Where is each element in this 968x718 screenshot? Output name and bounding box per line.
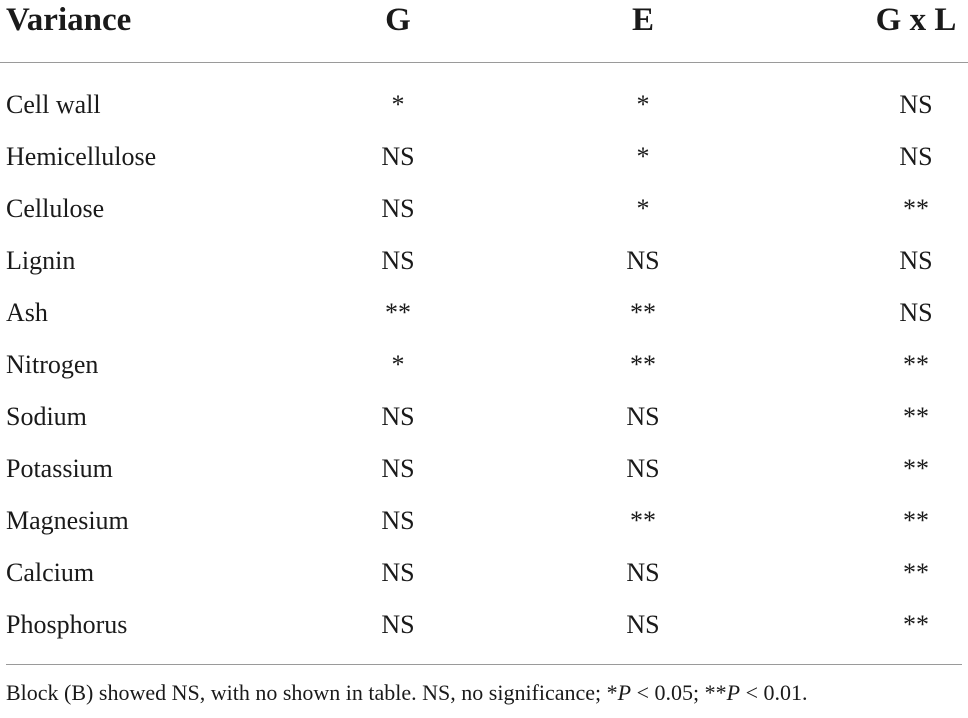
cell-g: NS: [381, 194, 415, 223]
cell-e: NS: [626, 558, 660, 587]
header-g: G: [385, 2, 411, 38]
cell-g: NS: [381, 506, 415, 535]
cell-g: **: [385, 298, 411, 327]
table-row: [0, 287, 968, 339]
header-e: E: [631, 2, 655, 38]
row-name: Phosphorus: [6, 610, 128, 639]
cell-e: NS: [626, 402, 660, 431]
row-name: Magnesium: [6, 506, 129, 535]
footnote-text: Block (B) showed NS, with no shown in table. NS, no significance; *: [6, 680, 618, 705]
cell-gxl: NS: [899, 142, 933, 171]
table-row: [0, 339, 968, 391]
row-name: Nitrogen: [6, 350, 99, 379]
table-header-row: [0, 0, 968, 63]
bottom-rule-divider: [6, 664, 962, 665]
table-footnote: [6, 678, 808, 708]
cell-gxl: **: [903, 558, 929, 587]
cell-e: **: [630, 506, 656, 535]
table-row: [0, 495, 968, 547]
table-body: [0, 79, 968, 651]
cell-e: **: [630, 350, 656, 379]
row-name: Calcium: [6, 558, 95, 587]
row-name: Ash: [6, 298, 48, 327]
footnote-threshold-1: < 0.05; **: [631, 680, 727, 705]
cell-gxl: **: [903, 454, 929, 483]
cell-g: NS: [381, 558, 415, 587]
cell-g: NS: [381, 454, 415, 483]
cell-e: NS: [626, 610, 660, 639]
cell-gxl: **: [903, 350, 929, 379]
table-row: [0, 391, 968, 443]
table-row: [0, 443, 968, 495]
cell-gxl: NS: [899, 246, 933, 275]
footnote-p-variable-2: P: [726, 680, 741, 705]
cell-gxl: **: [903, 402, 929, 431]
table-row: [0, 599, 968, 651]
cell-e: **: [630, 298, 656, 327]
cell-gxl: NS: [899, 298, 933, 327]
row-name: Potassium: [6, 454, 113, 483]
cell-e: *: [636, 142, 650, 171]
cell-g: *: [391, 90, 405, 119]
row-name: Lignin: [6, 246, 76, 275]
cell-g: NS: [381, 142, 415, 171]
cell-gxl: **: [903, 610, 929, 639]
table-row: [0, 131, 968, 183]
cell-g: NS: [381, 610, 415, 639]
row-name: Cellulose: [6, 194, 105, 223]
cell-e: NS: [626, 454, 660, 483]
header-variance: Variance: [6, 2, 132, 38]
table-row: [0, 235, 968, 287]
table-row: [0, 547, 968, 599]
footnote-threshold-2: < 0.01.: [740, 680, 808, 705]
cell-g: NS: [381, 246, 415, 275]
row-name: Hemicellulose: [6, 142, 157, 171]
cell-e: *: [636, 194, 650, 223]
cell-gxl: **: [903, 194, 929, 223]
footnote-p-variable-1: P: [617, 680, 632, 705]
row-name: Sodium: [6, 402, 87, 431]
table-row: [0, 79, 968, 131]
cell-gxl: **: [903, 506, 929, 535]
cell-e: NS: [626, 246, 660, 275]
cell-g: NS: [381, 402, 415, 431]
row-name: Cell wall: [6, 90, 101, 119]
cell-gxl: NS: [899, 90, 933, 119]
cell-g: *: [391, 350, 405, 379]
cell-e: *: [636, 90, 650, 119]
header-gxl: G x L: [875, 2, 957, 38]
table-row: [0, 183, 968, 235]
